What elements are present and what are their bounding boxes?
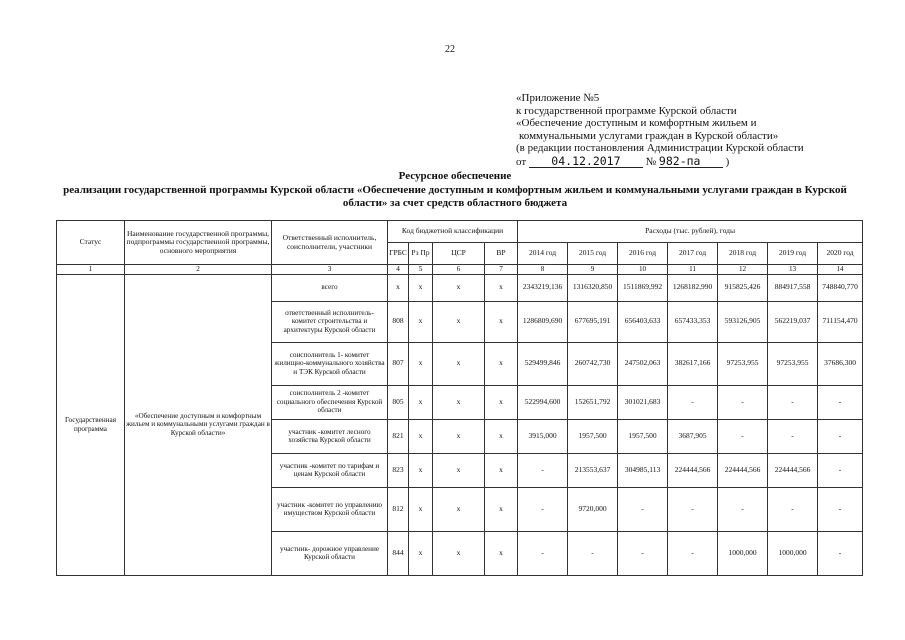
value-cell: 1000,000 — [768, 531, 818, 575]
value-cell: 224444,566 — [668, 453, 718, 487]
csr-cell: x — [433, 301, 485, 342]
col-number: 6 — [433, 265, 485, 275]
col-number: 5 — [409, 265, 433, 275]
csr-cell: x — [433, 487, 485, 531]
value-cell: 37686,300 — [818, 342, 863, 385]
col-number: 8 — [518, 265, 568, 275]
rzpr-cell: x — [409, 274, 433, 301]
col-number: 1 — [57, 265, 125, 275]
value-cell: - — [518, 453, 568, 487]
value-cell: 562219,037 — [768, 301, 818, 342]
grbs-cell: 807 — [388, 342, 409, 385]
vr-cell: x — [485, 342, 518, 385]
executor-cell: участник- дорожное управление Курской области — [272, 531, 388, 575]
value-cell: - — [818, 531, 863, 575]
value-cell: 3687,905 — [668, 419, 718, 453]
header-year: 2018 год — [718, 243, 768, 265]
grbs-cell: 808 — [388, 301, 409, 342]
value-cell: - — [518, 531, 568, 575]
csr-cell: x — [433, 419, 485, 453]
header-vr: ВР — [485, 243, 518, 265]
value-cell: 97253,955 — [768, 342, 818, 385]
value-cell: 529499,846 — [518, 342, 568, 385]
vr-cell: x — [485, 531, 518, 575]
col-number: 11 — [668, 265, 718, 275]
header-year: 2017 год — [668, 243, 718, 265]
appendix-date-line — [516, 155, 804, 169]
value-cell: - — [668, 487, 718, 531]
appendix-line: коммунальными услугами граждан в Курской области» — [519, 129, 779, 142]
value-cell: 1268182,990 — [668, 274, 718, 301]
col-number: 2 — [125, 265, 272, 275]
grbs-cell: 805 — [388, 385, 409, 419]
value-cell: - — [818, 487, 863, 531]
rzpr-cell: x — [409, 342, 433, 385]
vr-cell: x — [485, 385, 518, 419]
executor-cell: всего — [272, 274, 388, 301]
col-number: 7 — [485, 265, 518, 275]
header-year: 2019 год — [768, 243, 818, 265]
number-prefix: № — [645, 155, 657, 168]
csr-cell: x — [433, 274, 485, 301]
value-cell: 1511869,992 — [618, 274, 668, 301]
header-executor: Ответственный исполнитель, соисполнители, участники — [272, 221, 388, 265]
value-cell: 382617,166 — [668, 342, 718, 385]
vr-cell: x — [485, 301, 518, 342]
value-cell: 304985,113 — [618, 453, 668, 487]
value-cell: 97253,955 — [718, 342, 768, 385]
value-cell: 1957,500 — [568, 419, 618, 453]
rzpr-cell: x — [409, 419, 433, 453]
col-number: 14 — [818, 265, 863, 275]
page-number: 22 — [445, 44, 455, 55]
vr-cell: x — [485, 453, 518, 487]
value-cell: 657433,353 — [668, 301, 718, 342]
appendix-line: (в редакции постановления Администрации Курской области — [516, 142, 804, 154]
value-cell: 1957,500 — [618, 419, 668, 453]
value-cell: - — [518, 487, 568, 531]
csr-cell: x — [433, 453, 485, 487]
value-cell: 1000,000 — [718, 531, 768, 575]
value-cell: - — [818, 453, 863, 487]
value-cell: 224444,566 — [718, 453, 768, 487]
header-name: Наименование государственной программы, подпрограммы государственной программы, основного мероприятия — [125, 221, 272, 265]
executor-cell: участник -комитет по тарифам и ценам Курской области — [272, 453, 388, 487]
vr-cell: x — [485, 419, 518, 453]
grbs-cell: 844 — [388, 531, 409, 575]
rzpr-cell: x — [409, 531, 433, 575]
grbs-cell: 812 — [388, 487, 409, 531]
value-cell: - — [768, 385, 818, 419]
date-prefix: от — [516, 155, 527, 168]
value-cell: 2343219,136 — [518, 274, 568, 301]
value-cell: 884917,558 — [768, 274, 818, 301]
header-status: Статус — [57, 221, 125, 265]
value-cell: - — [718, 487, 768, 531]
header-grbs: ГРБС — [388, 243, 409, 265]
csr-cell: x — [433, 342, 485, 385]
value-cell: 260742,730 — [568, 342, 618, 385]
header-year: 2016 год — [618, 243, 668, 265]
value-cell: 1286809,690 — [518, 301, 568, 342]
value-cell: - — [768, 487, 818, 531]
resource-table — [56, 220, 863, 576]
status-cell: Государственная программа — [57, 274, 125, 575]
program-name-cell: «Обеспечение доступным и комфортным жильем и коммунальными услугами граждан в Курской области» — [125, 274, 272, 575]
header-expenses: Расходы (тыс. рублей), годы — [518, 221, 863, 243]
header-csr: ЦСР — [433, 243, 485, 265]
resolution-number: 982-па — [659, 155, 723, 169]
value-cell: - — [718, 385, 768, 419]
col-number: 13 — [768, 265, 818, 275]
value-cell: 9720,000 — [568, 487, 618, 531]
executor-cell: соисполнитель 2 -комитет социального обеспечения Курской области — [272, 385, 388, 419]
rzpr-cell: x — [409, 301, 433, 342]
value-cell: 213553,637 — [568, 453, 618, 487]
col-number: 9 — [568, 265, 618, 275]
value-cell: 915825,426 — [718, 274, 768, 301]
value-cell: - — [818, 419, 863, 453]
value-cell: - — [668, 385, 718, 419]
value-cell: 748840,770 — [818, 274, 863, 301]
col-number: 10 — [618, 265, 668, 275]
col-number: 3 — [272, 265, 388, 275]
grbs-cell: x — [388, 274, 409, 301]
col-number: 4 — [388, 265, 409, 275]
executor-cell: участник -комитет лесного хозяйства Курской области — [272, 419, 388, 453]
value-cell: - — [818, 385, 863, 419]
document-subtitle: реализации государственной программы Курской области «Обеспечение доступным и комфортным жильем и коммунальными услугами граждан в Курской области» за счет средств областного бюджета — [63, 184, 847, 209]
header-year: 2014 год — [518, 243, 568, 265]
csr-cell: x — [433, 385, 485, 419]
header-year: 2015 год — [568, 243, 618, 265]
value-cell: 224444,566 — [768, 453, 818, 487]
value-cell: 1316320,850 — [568, 274, 618, 301]
value-cell: - — [668, 531, 718, 575]
resolution-date: 04.12.2017 — [529, 155, 643, 169]
rzpr-cell: x — [409, 487, 433, 531]
executor-cell: ответственный исполнитель-комитет строительства и архитектуры Курской области — [272, 301, 388, 342]
value-cell: 301021,683 — [618, 385, 668, 419]
column-number-row — [57, 265, 863, 275]
value-cell: - — [618, 531, 668, 575]
value-cell: 3915,000 — [518, 419, 568, 453]
value-cell: 247502,063 — [618, 342, 668, 385]
value-cell: 593126,905 — [718, 301, 768, 342]
grbs-cell: 823 — [388, 453, 409, 487]
value-cell: 677695,191 — [568, 301, 618, 342]
executor-cell: соисполнитель 1- комитет жилищно-коммунального хозяйства и ТЭК Курской области — [272, 342, 388, 385]
rzpr-cell: x — [409, 453, 433, 487]
value-cell: 522994,600 — [518, 385, 568, 419]
vr-cell: x — [485, 487, 518, 531]
grbs-cell: 821 — [388, 419, 409, 453]
value-cell: 711154,470 — [818, 301, 863, 342]
col-number: 12 — [718, 265, 768, 275]
table-row — [57, 274, 863, 301]
header-rzpr: Рз Пр — [409, 243, 433, 265]
appendix-line: к государственной программе Курской области — [516, 104, 737, 117]
value-cell: - — [768, 419, 818, 453]
value-cell: 152651,792 — [568, 385, 618, 419]
executor-cell: участник -комитет по управлению имуществом Курской области — [272, 487, 388, 531]
appendix-line: «Обеспечение доступным и комфортным жильем и — [516, 117, 757, 129]
rzpr-cell: x — [409, 385, 433, 419]
value-cell: 656403,633 — [618, 301, 668, 342]
appendix-block — [516, 92, 804, 168]
document-title: Ресурсное обеспечение — [398, 170, 512, 182]
header-budget-code: Код бюджетной классификации — [388, 221, 518, 243]
closing-paren: ) — [725, 155, 730, 168]
appendix-line: «Приложение №5 — [516, 92, 600, 104]
value-cell: - — [718, 419, 768, 453]
value-cell: - — [568, 531, 618, 575]
value-cell: - — [618, 487, 668, 531]
csr-cell: x — [433, 531, 485, 575]
vr-cell: x — [485, 274, 518, 301]
header-year: 2020 год — [818, 243, 863, 265]
